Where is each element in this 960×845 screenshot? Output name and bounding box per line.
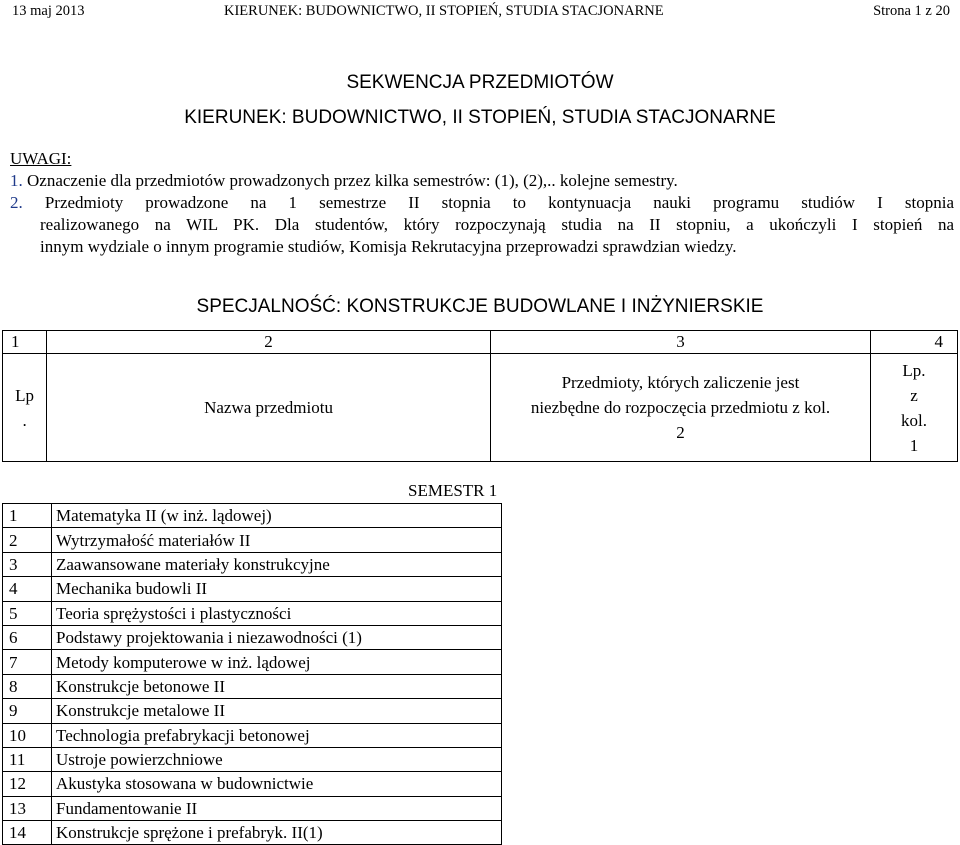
table-row — [3, 747, 502, 771]
subject-name: Fundamentowanie II — [52, 796, 502, 820]
row-number: 8 — [3, 674, 52, 698]
table-row — [3, 772, 502, 796]
row-number: 5 — [3, 601, 52, 625]
semester-1-rows — [3, 504, 502, 845]
note-2-number: 2. — [10, 193, 23, 212]
row-number: 10 — [3, 723, 52, 747]
col-prereq-header — [490, 354, 870, 462]
subject-name: Matematyka II (w inż. lądowej) — [52, 504, 502, 528]
subject-name: Teoria sprężystości i plastyczności — [52, 601, 502, 625]
subject-name: Podstawy projektowania i niezawodności (1) — [52, 625, 502, 649]
row-number: 9 — [3, 699, 52, 723]
semester-1-table — [2, 503, 502, 845]
col-lpz-header — [870, 354, 957, 462]
row-number: 14 — [3, 821, 52, 845]
row-number: 4 — [3, 577, 52, 601]
row-number: 11 — [3, 747, 52, 771]
row-number: 3 — [3, 552, 52, 576]
table-row — [3, 699, 502, 723]
row-number: 1 — [3, 504, 52, 528]
column-number-row — [3, 331, 958, 354]
subject-name: Konstrukcje betonowe II — [52, 674, 502, 698]
row-number: 13 — [3, 796, 52, 820]
col-number-1: 1 — [3, 331, 47, 354]
lp-label: Lp — [15, 385, 35, 405]
subject-name: Akustyka stosowana w budownictwie — [52, 772, 502, 796]
row-number: 2 — [3, 528, 52, 552]
row-number: 6 — [3, 625, 52, 649]
table-row — [3, 821, 502, 845]
row-number: 7 — [3, 650, 52, 674]
lp-dot: . — [22, 410, 27, 430]
subject-name: Technologia prefabrykacji betonowej — [52, 723, 502, 747]
header-date: 13 maj 2013 — [12, 3, 85, 19]
table-row — [3, 650, 502, 674]
column-label-row — [3, 354, 958, 462]
table-row — [3, 504, 502, 528]
note-1-number: 1. — [10, 171, 23, 190]
subject-name: Mechanika budowli II — [52, 577, 502, 601]
lpz-label-line-3: kol. — [900, 410, 927, 430]
note-2-line-1: Przedmioty prowadzone na 1 semestrze II stopnia to kontynuacja nauki programu studiów I stopnia — [44, 193, 955, 212]
lpz-label-line-2: z — [910, 385, 918, 405]
document-subtitle: KIERUNEK: BUDOWNICTWO, II STOPIEŃ, STUDIA STACJONARNE — [184, 107, 776, 128]
subject-name: Zaawansowane materiały konstrukcyjne — [52, 552, 502, 576]
lpz-label-line-1: Lp. — [902, 360, 926, 380]
note-1-text: Oznaczenie dla przedmiotów prowadzonych przez kilka semestrów: (1), (2),.. kolejne semestry. — [27, 171, 678, 190]
table-row — [3, 625, 502, 649]
specialty-title: SPECJALNOŚĆ: KONSTRUKCJE BUDOWLANE I INŻYNIERSKIE — [196, 296, 764, 317]
table-row — [3, 528, 502, 552]
note-1 — [10, 170, 954, 192]
subject-name: Metody komputerowe w inż. lądowej — [52, 650, 502, 674]
col-number-4: 4 — [870, 331, 957, 354]
sequence-table-header — [2, 330, 958, 462]
table-row — [3, 796, 502, 820]
note-2-line-3: innym wydziale o innym programie studiów, Komisja Rekrutacyjna przeprowadzi sprawdzian wiedzy. — [40, 237, 737, 256]
subject-name: Konstrukcje metalowe II — [52, 699, 502, 723]
notes-section — [10, 148, 954, 258]
prereq-label-line-3: 2 — [676, 423, 685, 442]
col-lp-header — [3, 354, 47, 462]
row-number: 12 — [3, 772, 52, 796]
note-2-line-2: realizowanego na WIL PK. Dla studentów, który rozpoczynają studia na II stopniu, a ukończyli I stopień na — [40, 215, 954, 234]
table-row — [3, 723, 502, 747]
table-row — [3, 674, 502, 698]
subject-name: Wytrzymałość materiałów II — [52, 528, 502, 552]
subject-name: Ustroje powierzchniowe — [52, 747, 502, 771]
note-2 — [10, 192, 954, 258]
col-name-header: Nazwa przedmiotu — [47, 354, 491, 462]
notes-heading: UWAGI: — [10, 149, 72, 168]
table-row — [3, 552, 502, 576]
document-title: SEKWENCJA PRZEDMIOTÓW — [346, 72, 614, 93]
table-row — [3, 577, 502, 601]
lpz-label-line-4: 1 — [909, 435, 919, 455]
prereq-label-line-1: Przedmioty, których zaliczenie jest — [561, 373, 800, 392]
page-header — [0, 0, 960, 22]
col-number-2: 2 — [47, 331, 491, 354]
table-row — [3, 601, 502, 625]
header-program: KIERUNEK: BUDOWNICTWO, II STOPIEŃ, STUDIA STACJONARNE — [224, 3, 664, 19]
header-page-number: Strona 1 z 20 — [873, 3, 950, 19]
col-number-3: 3 — [490, 331, 870, 354]
prereq-label-line-2: niezbędne do rozpoczęcia przedmiotu z kol. — [530, 398, 831, 417]
subject-name: Konstrukcje sprężone i prefabryk. II(1) — [52, 821, 502, 845]
note-2-line-1-wrap — [10, 192, 954, 214]
semester-title: SEMESTR 1 — [408, 481, 498, 500]
